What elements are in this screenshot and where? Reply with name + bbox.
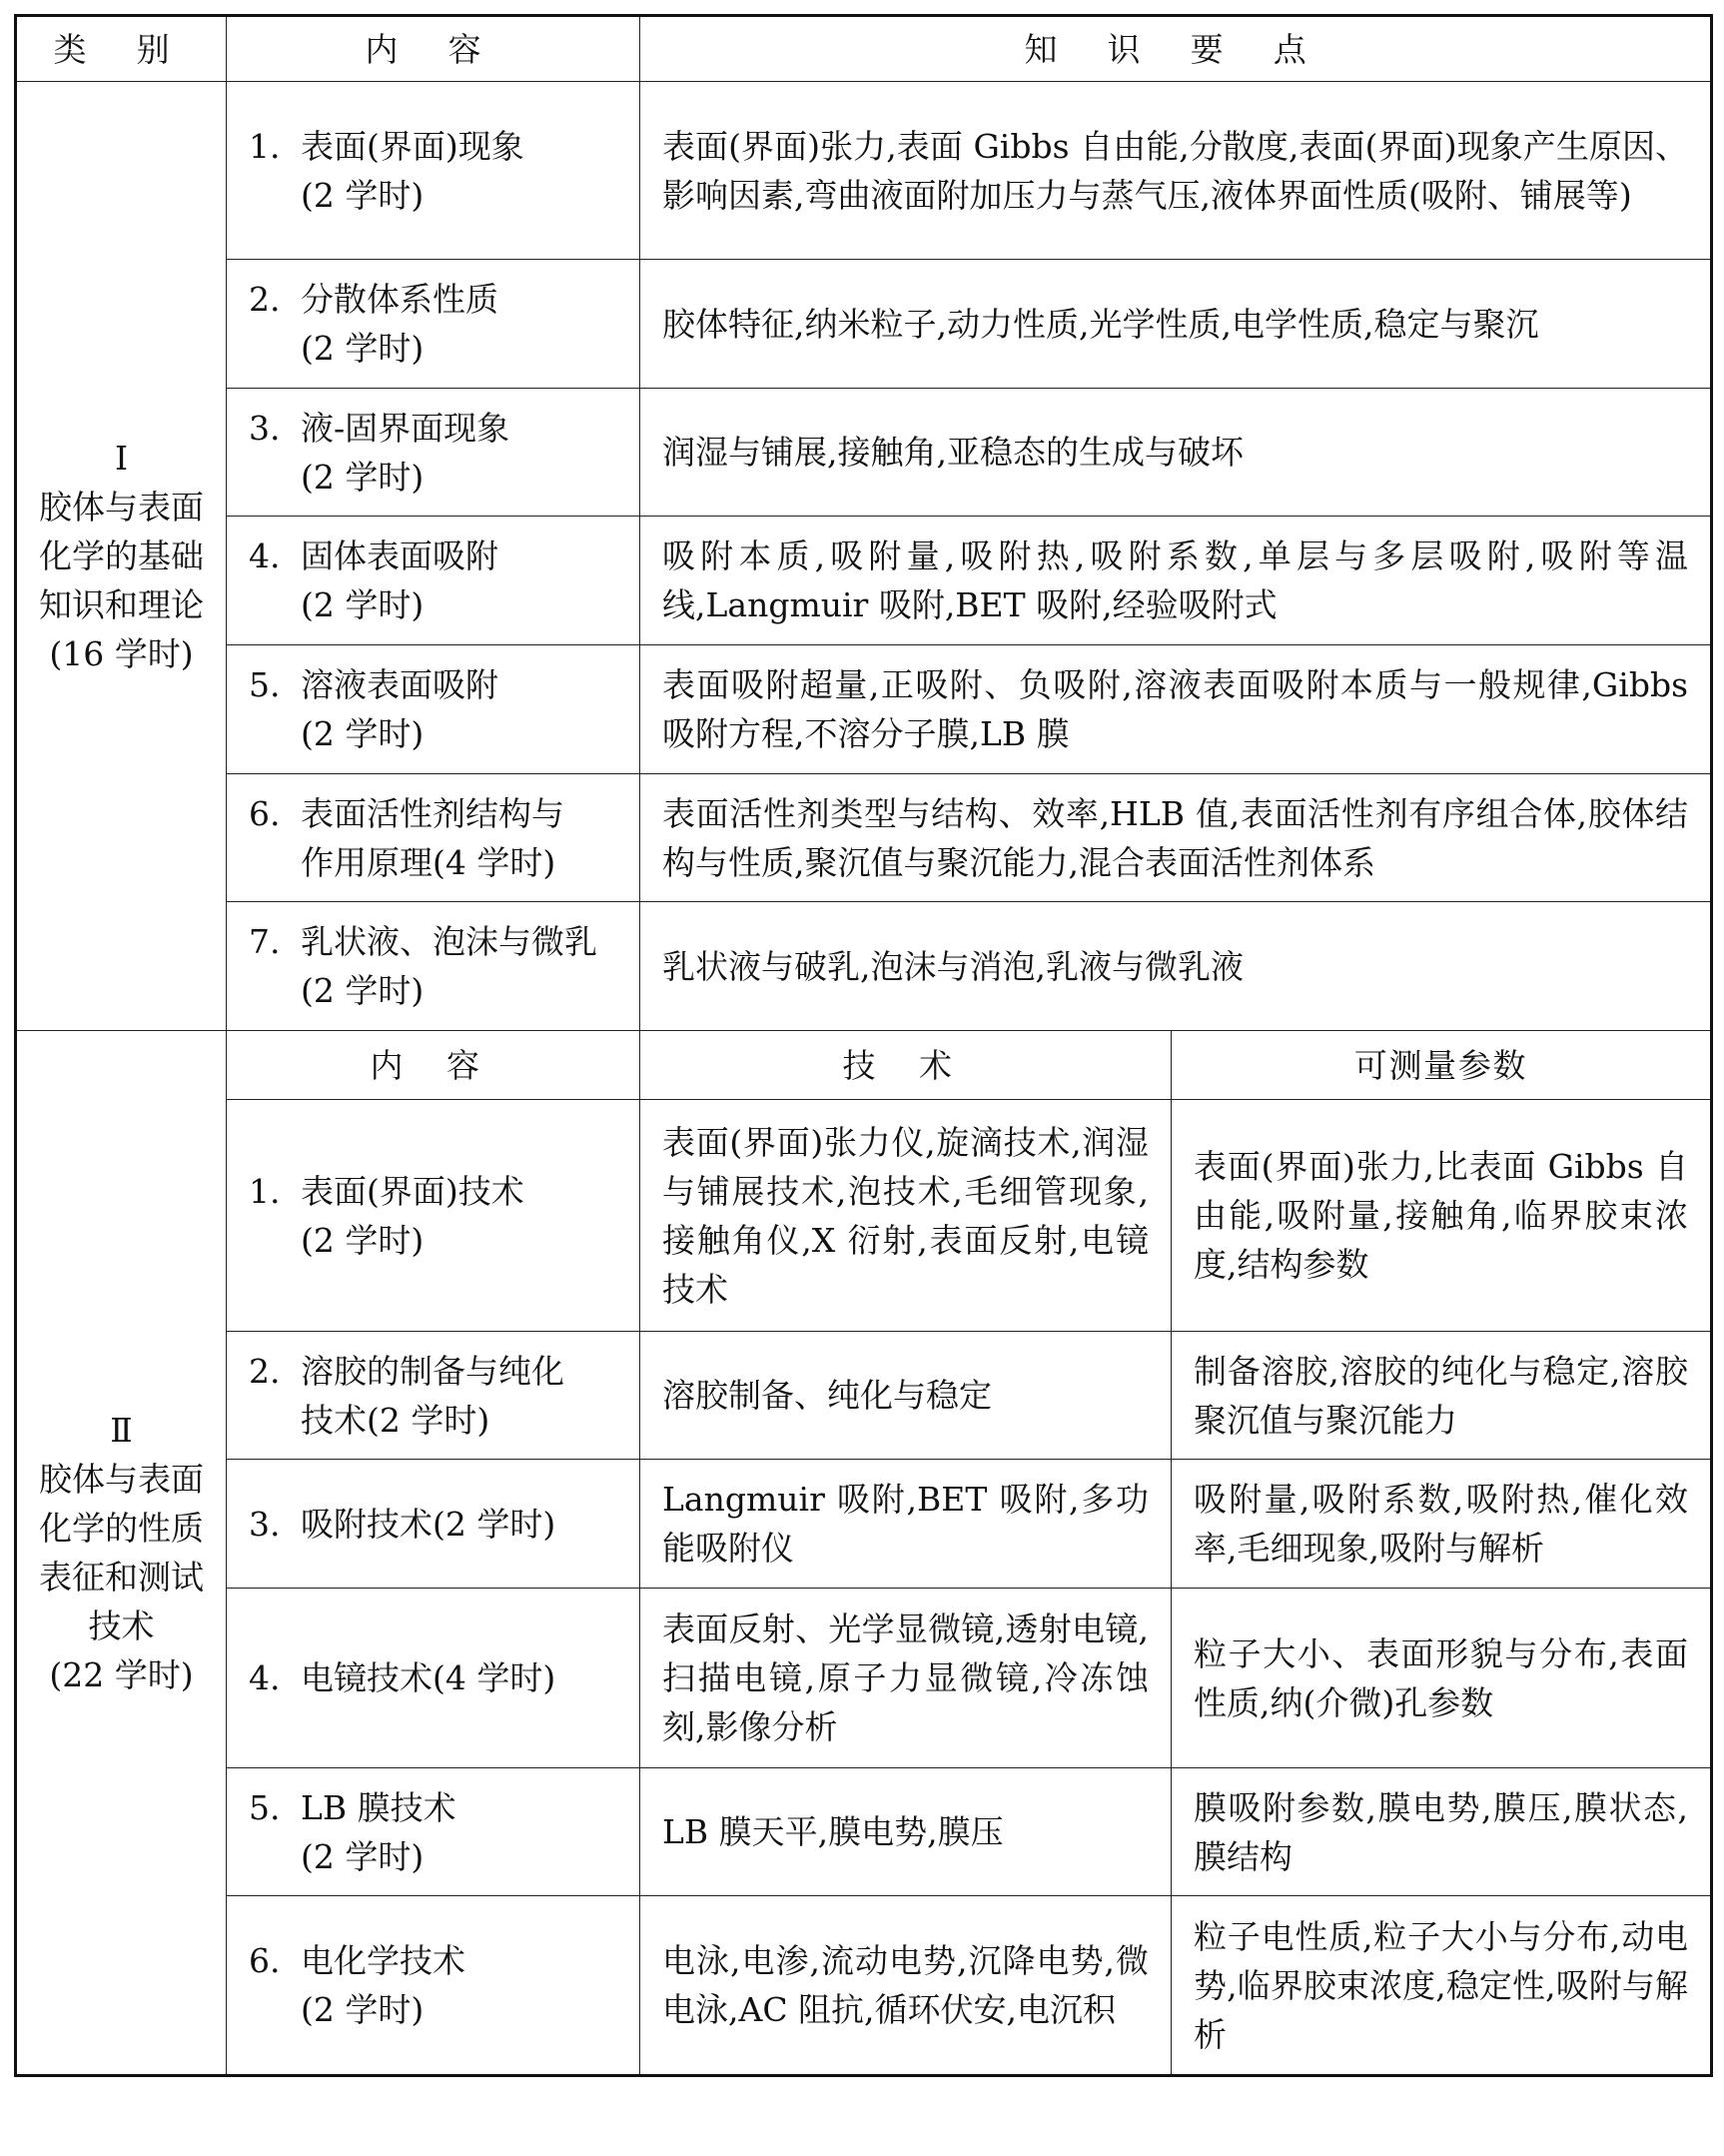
row-number: 3.: [249, 408, 281, 448]
section1-category: [16, 82, 227, 1031]
curriculum-table: [14, 14, 1713, 2077]
row-content: [227, 902, 640, 1031]
row-hours: (2 学时): [301, 714, 425, 753]
row-title: 固体表面吸附: [301, 537, 498, 575]
row-parameters: 表面(界面)张力,比表面 Gibbs 自由能,吸附量,接触角,临界胶束浓度,结构参数: [1172, 1100, 1712, 1332]
row-content: [227, 1768, 640, 1896]
row-parameters: 粒子电性质,粒子大小与分布,动电势,临界胶束浓度,稳定性,吸附与解析: [1172, 1896, 1712, 2076]
row-technique: Langmuir 吸附,BET 吸附,多功能吸附仪: [640, 1460, 1172, 1589]
row-hours: 技术(2 学时): [301, 1400, 490, 1440]
category-line: Ⅱ: [110, 1411, 133, 1450]
section2-category: [16, 1031, 227, 2076]
row-number: 1.: [249, 126, 281, 166]
header-content: 内 容: [227, 16, 640, 82]
row-number: 2.: [249, 280, 281, 319]
row-content: [227, 1332, 640, 1460]
table-header-row: [16, 16, 1712, 82]
category-line: 化学的基础: [39, 537, 204, 575]
category-line: 知识和理论: [39, 585, 204, 624]
subheader-technique: 技 术: [640, 1031, 1172, 1100]
row-hours: (2 学时): [301, 585, 425, 624]
row-content: [227, 389, 640, 517]
row-title: 表面(界面)技术: [301, 1171, 524, 1211]
category-line: 表征和测试: [39, 1558, 204, 1597]
section2-subheader-row: [16, 1031, 1712, 1100]
table-row: [16, 82, 1712, 260]
row-number: 4.: [249, 1658, 281, 1697]
row-number: 6.: [249, 1941, 281, 1980]
row-number: 5.: [249, 1787, 281, 1827]
table-row: [16, 902, 1712, 1031]
row-key-points: 表面活性剂类型与结构、效率,HLB 值,表面活性剂有序组合体,胶体结构与性质,聚沉值与聚沉能力,混合表面活性剂体系: [640, 774, 1712, 902]
header-category: 类 别: [16, 16, 227, 82]
subheader-content: 内 容: [227, 1031, 640, 1100]
row-hours: (2 学时): [301, 1990, 425, 2029]
row-title: 表面活性剂结构与: [301, 793, 564, 833]
row-title: 电镜技术(4 学时): [301, 1658, 556, 1697]
row-number: 1.: [249, 1171, 281, 1211]
row-key-points: 胶体特征,纳米粒子,动力性质,光学性质,电学性质,稳定与聚沉: [640, 260, 1712, 389]
row-content: [227, 774, 640, 902]
row-key-points: 乳状液与破乳,泡沫与消泡,乳液与微乳液: [640, 902, 1712, 1031]
row-key-points: 表面吸附超量,正吸附、负吸附,溶液表面吸附本质与一般规律,Gibbs 吸附方程,不溶分子膜,LB 膜: [640, 645, 1712, 774]
row-title: 吸附技术(2 学时): [301, 1504, 556, 1544]
row-title: 液-固界面现象: [301, 408, 510, 448]
table-row: [16, 1332, 1712, 1460]
row-hours: (2 学时): [301, 175, 425, 215]
table-row: [16, 1896, 1712, 2076]
row-number: 3.: [249, 1504, 281, 1544]
row-technique: 表面反射、光学显微镜,透射电镜,扫描电镜,原子力显微镜,冷冻蚀刻,影像分析: [640, 1589, 1172, 1768]
row-number: 5.: [249, 665, 281, 704]
row-content: [227, 1460, 640, 1589]
row-title: LB 膜技术: [301, 1787, 456, 1827]
header-key-points: 知 识 要 点: [640, 16, 1712, 82]
category-line: (22 学时): [49, 1655, 194, 1694]
row-title: 电化学技术: [301, 1941, 465, 1980]
subheader-parameters: 可测量参数: [1172, 1031, 1712, 1100]
row-title: 溶胶的制备与纯化: [301, 1351, 564, 1391]
row-hours: (2 学时): [301, 457, 425, 497]
row-content: [227, 1100, 640, 1332]
row-parameters: 制备溶胶,溶胶的纯化与稳定,溶胶聚沉值与聚沉能力: [1172, 1332, 1712, 1460]
category-line: (16 学时): [49, 634, 194, 673]
row-title: 表面(界面)现象: [301, 126, 524, 166]
table-row: [16, 774, 1712, 902]
row-content: [227, 1589, 640, 1768]
row-content: [227, 517, 640, 645]
row-key-points: 润湿与铺展,接触角,亚稳态的生成与破坏: [640, 389, 1712, 517]
document-page: [14, 14, 1710, 2077]
row-hours: 作用原理(4 学时): [301, 842, 556, 882]
row-parameters: 粒子大小、表面形貌与分布,表面性质,纳(介微)孔参数: [1172, 1589, 1712, 1768]
row-key-points: 吸附本质,吸附量,吸附热,吸附系数,单层与多层吸附,吸附等温线,Langmuir 吸附,BET 吸附,经验吸附式: [640, 517, 1712, 645]
row-parameters: 吸附量,吸附系数,吸附热,催化效率,毛细现象,吸附与解析: [1172, 1460, 1712, 1589]
row-hours: (2 学时): [301, 1220, 425, 1260]
row-technique: LB 膜天平,膜电势,膜压: [640, 1768, 1172, 1896]
row-title: 溶液表面吸附: [301, 665, 498, 704]
table-row: [16, 517, 1712, 645]
category-line: Ⅰ: [114, 439, 129, 478]
table-row: [16, 1768, 1712, 1896]
row-hours: (2 学时): [301, 1836, 425, 1876]
row-number: 6.: [249, 793, 281, 833]
table-row: [16, 1460, 1712, 1589]
row-number: 2.: [249, 1351, 281, 1391]
row-technique: 表面(界面)张力仪,旋滴技术,润湿与铺展技术,泡技术,毛细管现象,接触角仪,X 衍射,表面反射,电镜技术: [640, 1100, 1172, 1332]
table-row: [16, 645, 1712, 774]
row-content: [227, 260, 640, 389]
table-row: [16, 1100, 1712, 1332]
row-technique: 溶胶制备、纯化与稳定: [640, 1332, 1172, 1460]
row-hours: (2 学时): [301, 329, 425, 368]
row-key-points: 表面(界面)张力,表面 Gibbs 自由能,分散度,表面(界面)现象产生原因、影响因素,弯曲液面附加压力与蒸气压,液体界面性质(吸附、铺展等): [640, 82, 1712, 260]
table-row: [16, 260, 1712, 389]
row-technique: 电泳,电渗,流动电势,沉降电势,微电泳,AC 阻抗,循环伏安,电沉积: [640, 1896, 1172, 2076]
table-row: [16, 389, 1712, 517]
category-line: 胶体与表面: [39, 488, 204, 527]
category-line: 化学的性质: [39, 1509, 204, 1548]
table-row: [16, 1589, 1712, 1768]
row-title: 分散体系性质: [301, 280, 498, 319]
category-line: 技术: [88, 1607, 155, 1645]
row-parameters: 膜吸附参数,膜电势,膜压,膜状态,膜结构: [1172, 1768, 1712, 1896]
category-line: 胶体与表面: [39, 1460, 204, 1499]
row-hours: (2 学时): [301, 971, 425, 1010]
row-number: 7.: [249, 922, 281, 961]
row-number: 4.: [249, 537, 281, 575]
row-content: [227, 1896, 640, 2076]
row-content: [227, 645, 640, 774]
row-content: [227, 82, 640, 260]
row-title: 乳状液、泡沫与微乳: [301, 922, 597, 961]
